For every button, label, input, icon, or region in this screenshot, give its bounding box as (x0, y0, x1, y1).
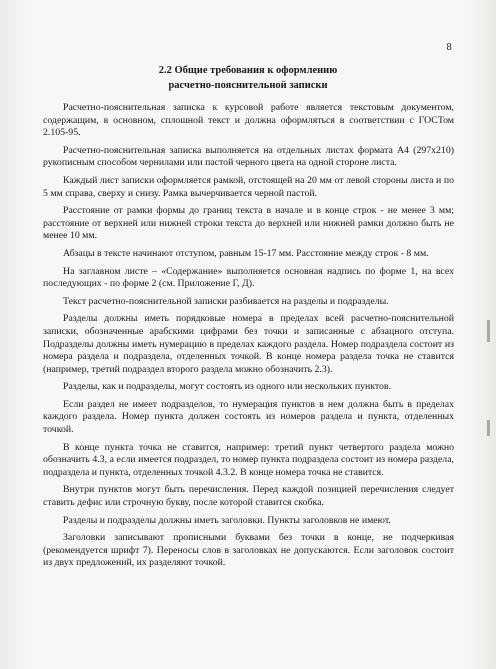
paragraph: Разделы и подразделы должны иметь заголовки. Пункты заголовков не имеют. (63, 514, 391, 526)
paragraph: В конце пункта точка не ставится, например: третий пункт четвертого раздела можно обозначить 4.3, а если имеется подраздел, то номер пункта подраздела состоит из номера раздела, подраздела и пункта, отделенных точкой 4.3.2. В конце номера точка не ставится. (43, 441, 454, 478)
paragraph: Если раздел не имеет подразделов, то нумерация пунктов в нем должна быть в пределах каждого раздела. Номер пункта должен состоять из номеров раздела и пункта, отделенных точкой. (43, 398, 454, 436)
paragraph: Каждый лист записки оформляется рамкой, отстоящей на 20 мм от левой стороны листа и по 5 мм справа, сверху и снизу. Рамка вычерчивается черной пастой. (43, 174, 454, 199)
section-title-line-1: 2.2 Общие требования к оформлению (158, 65, 338, 76)
section-title-line-2: расчетно-пояснительной записки (168, 80, 328, 91)
scan-edge-mark (487, 420, 490, 436)
paragraph: Абзацы в тексте начинают отступом, равным 15-17 мм. Расстояние между строк - 8 мм. (63, 247, 429, 259)
paragraph: Внутри пунктов могут быть перечисления. Перед каждой позицией перечисления следует ставить дефис или строчную букву, после которой ставится скобка. (43, 484, 454, 509)
paragraph: Расчетно-пояснительная записка к курсовой работе является текстовым документом, содержащим, в основном, сплошной текст и должна оформляться в соответствии с ГОСТом 2.105-95. (43, 102, 454, 139)
paragraph: Разделы, как и подразделы, могут состоять из одного или нескольких пунктов. (63, 381, 392, 393)
paragraph: Текст расчетно-пояснительной записки разбивается на разделы и подразделы. (63, 295, 389, 307)
page-number: 8 (446, 43, 452, 53)
section-title (0, 63, 496, 93)
document-body (43, 102, 454, 575)
paragraph: Расчетно-пояснительная записка выполняется на отдельных листах формата А4 (297х210) рукописным способом чернилами или пастой черного цвета на одной стороне листа. (43, 144, 454, 169)
paragraph: Разделы должны иметь порядковые номера в пределах всей расчетно-пояснительной записки, обозначенные арабскими цифрами без точки и записанные с абзацного отступа. Подразделы должны иметь нумерацию в пределах каждого раздела. Номер подраздела состоит из номера раздела и подраздела, отделенных точкой. В конце номера раздела точка не ставится (например, третий подраздел второго раздела можно обозначить 2.3). (43, 313, 454, 375)
scan-edge-mark (487, 320, 490, 342)
paragraph: Расстояние от рамки формы до границ текста в начале и в конце строк - не менее 3 мм; расстояние от верхней или нижней строки текста до верхней или нижней рамки должно быть не менее 10 мм. (43, 205, 454, 242)
paragraph: На заглавном листе – «Содержание» выполняется основная надпись по форме 1, на всех последующих - по форме 2 (см. Приложение Г, Д). (43, 265, 454, 290)
paragraph: Заголовки записывают прописными буквами без точки в конце, не подчеркивая (рекомендуется шрифт 7). Переносы слов в заголовках не допускаются. Если заголовок состоит из двух предложений, их разделяют точкой. (43, 532, 454, 569)
